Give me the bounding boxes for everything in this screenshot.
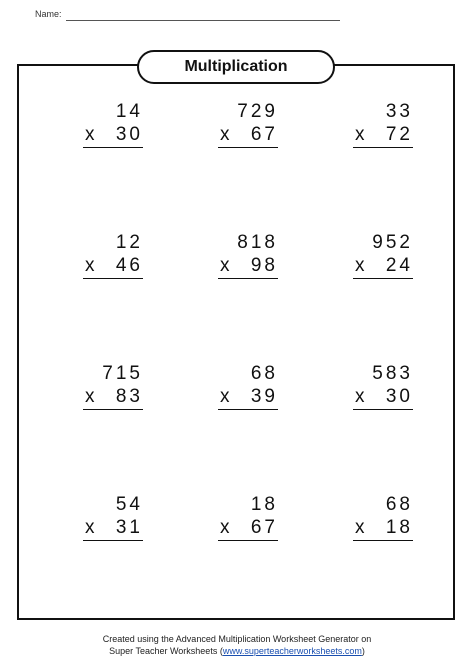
problem-bottom-number: 24	[385, 255, 413, 276]
multiply-operator: x	[220, 386, 233, 407]
problem-1	[83, 100, 143, 148]
multiply-operator: x	[355, 517, 368, 538]
problem-bottom-number: 30	[115, 124, 143, 145]
footer-line-2-suffix: )	[361, 646, 365, 656]
multiply-operator: x	[85, 255, 98, 276]
problem-bottom-number: 31	[115, 517, 143, 538]
problem-3	[353, 100, 413, 148]
problem-9	[353, 362, 413, 410]
problem-bottom-number: 39	[250, 386, 278, 407]
worksheet-title: Multiplication	[137, 50, 335, 84]
problem-bottom-number: 98	[250, 255, 278, 276]
problem-bottom-number: 46	[115, 255, 143, 276]
problem-8	[218, 362, 278, 410]
problem-bottom-number: 30	[385, 386, 413, 407]
problem-top-number: 14	[115, 101, 143, 122]
footer-line-2-prefix: Super Teacher Worksheets (	[109, 646, 223, 656]
problem-top-number: 33	[385, 101, 413, 122]
multiply-operator: x	[355, 255, 368, 276]
problem-top-number: 54	[115, 494, 143, 515]
multiply-operator: x	[355, 124, 368, 145]
problem-top-number: 729	[237, 101, 278, 122]
multiply-operator: x	[220, 517, 233, 538]
problem-5	[218, 231, 278, 279]
footer-line-1: Created using the Advanced Multiplication Worksheet Generator on	[102, 634, 372, 644]
problem-12	[353, 493, 413, 541]
problem-bottom-number: 18	[385, 517, 413, 538]
problem-top-number: 68	[385, 494, 413, 515]
multiply-operator: x	[355, 386, 368, 407]
footer-website-link[interactable]: www.superteacherworksheets.com	[222, 646, 362, 656]
problem-10	[83, 493, 143, 541]
problem-4	[83, 231, 143, 279]
multiply-operator: x	[85, 386, 98, 407]
multiply-operator: x	[85, 124, 98, 145]
problem-11	[218, 493, 278, 541]
footer-line-2	[0, 645, 474, 657]
problem-top-number: 818	[237, 232, 278, 253]
problem-bottom-number: 83	[115, 386, 143, 407]
multiply-operator: x	[85, 517, 98, 538]
problem-bottom-number: 67	[250, 124, 278, 145]
multiply-operator: x	[220, 255, 233, 276]
name-label: Name:	[35, 9, 62, 19]
problem-bottom-number: 72	[385, 124, 413, 145]
problem-top-number: 12	[115, 232, 143, 253]
problem-top-number: 952	[372, 232, 413, 253]
problem-top-number: 68	[250, 363, 278, 384]
problem-top-number: 583	[372, 363, 413, 384]
name-line[interactable]	[66, 20, 340, 21]
multiply-operator: x	[220, 124, 233, 145]
problem-bottom-number: 67	[250, 517, 278, 538]
problem-top-number: 18	[250, 494, 278, 515]
problem-6	[353, 231, 413, 279]
footer-credit	[0, 633, 474, 657]
problem-7	[83, 362, 143, 410]
problem-2	[218, 100, 278, 148]
problem-top-number: 715	[102, 363, 143, 384]
